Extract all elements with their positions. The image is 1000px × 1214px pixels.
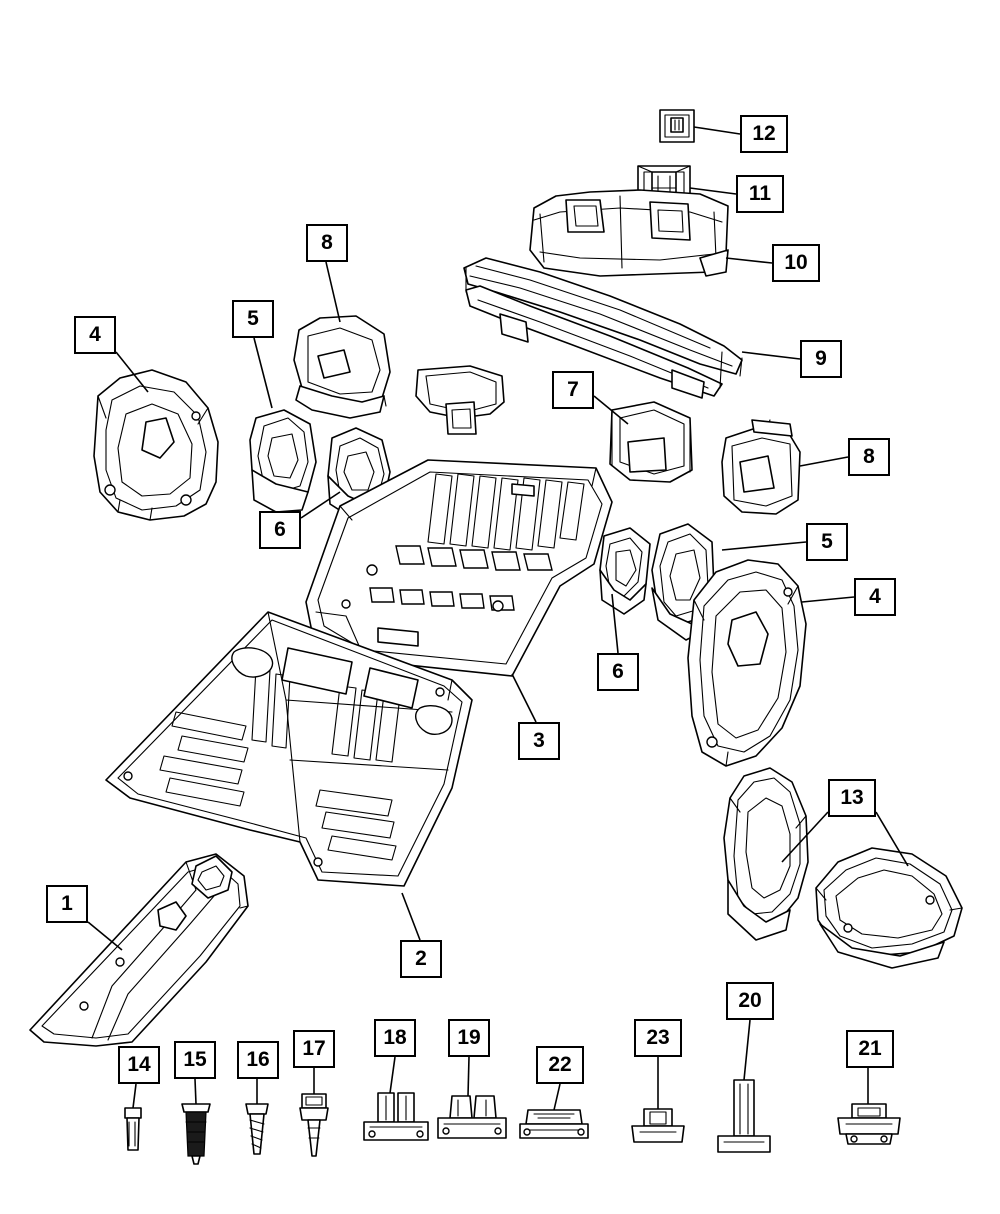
- callout-label: 8: [863, 445, 875, 468]
- callout-label: 6: [274, 518, 286, 541]
- callout-20[interactable]: [726, 982, 774, 1020]
- part-15-push-pin-fastener: [182, 1104, 210, 1164]
- callout-3[interactable]: [518, 722, 560, 760]
- callout-label: 11: [748, 182, 772, 205]
- part-18-twin-post-clip: [364, 1093, 428, 1140]
- callout-15[interactable]: [174, 1041, 216, 1079]
- callout-13[interactable]: [828, 779, 876, 817]
- callout-label: 16: [246, 1048, 270, 1071]
- callout-11[interactable]: [736, 175, 784, 213]
- part-8-right-closeout-panel: [722, 420, 800, 514]
- part-19-flat-base-clip: [438, 1096, 506, 1138]
- callout-4-right[interactable]: [854, 578, 896, 616]
- callout-label: 2: [415, 947, 427, 970]
- part-8-left-closeout-panel: [294, 316, 390, 418]
- part-9-rear-crossmember: [464, 258, 742, 398]
- callout-6-left[interactable]: [259, 511, 301, 549]
- part-20-tall-post-stud: [718, 1080, 770, 1152]
- callout-label: 13: [840, 786, 864, 809]
- callout-12[interactable]: [740, 115, 788, 153]
- callout-label: 8: [321, 231, 333, 254]
- callout-22[interactable]: [536, 1046, 584, 1084]
- callout-9[interactable]: [800, 340, 842, 378]
- callout-5-left[interactable]: [232, 300, 274, 338]
- callout-label: 20: [738, 989, 762, 1012]
- part-13-wheelhouse-liner-left: [724, 768, 808, 940]
- callout-8-right[interactable]: [848, 438, 890, 476]
- part-12-bracket-plate: [660, 110, 694, 142]
- callout-label: 19: [457, 1026, 481, 1049]
- part-22-low-profile-clip: [520, 1110, 588, 1138]
- part-21-grommet-plug-large: [838, 1104, 900, 1144]
- callout-label: 18: [383, 1026, 407, 1049]
- callout-label: 15: [183, 1048, 207, 1071]
- part-16-threaded-screw: [246, 1104, 268, 1154]
- callout-16[interactable]: [237, 1041, 279, 1079]
- callout-label: 10: [784, 251, 808, 274]
- callout-21[interactable]: [846, 1030, 894, 1068]
- callout-19[interactable]: [448, 1019, 490, 1057]
- callout-17[interactable]: [293, 1030, 335, 1068]
- callout-label: 22: [548, 1053, 572, 1076]
- callout-5-right[interactable]: [806, 523, 848, 561]
- callout-label: 14: [127, 1053, 151, 1076]
- callout-label: 6: [612, 660, 624, 683]
- callout-label: 4: [869, 585, 881, 608]
- part-10-rear-floor-crossmember-upper: [530, 190, 728, 276]
- callout-14[interactable]: [118, 1046, 160, 1084]
- callout-label: 17: [302, 1037, 326, 1060]
- part-7-support-gusset: [610, 402, 692, 482]
- callout-label: 21: [858, 1037, 882, 1060]
- callout-23[interactable]: [634, 1019, 682, 1057]
- callout-label: 9: [815, 347, 827, 370]
- part-17-retainer-clip-pin: [300, 1094, 328, 1156]
- callout-1[interactable]: [46, 885, 88, 923]
- callout-label: 5: [821, 530, 833, 553]
- callout-label: 1: [61, 892, 73, 915]
- part-5-left-extension-bracket: [250, 410, 316, 512]
- callout-2[interactable]: [400, 940, 442, 978]
- part-23-stepped-grommet: [632, 1109, 684, 1142]
- part-1-frame-rail-reinforcement: [30, 854, 248, 1046]
- part-6-right-seat-bracket: [600, 528, 650, 614]
- callout-18[interactable]: [374, 1019, 416, 1057]
- callout-label: 23: [646, 1026, 670, 1049]
- part-7-support-gusset-upper: [416, 366, 504, 434]
- callout-7[interactable]: [552, 371, 594, 409]
- callout-4-left[interactable]: [74, 316, 116, 354]
- callout-label: 4: [89, 323, 101, 346]
- callout-6-right[interactable]: [597, 653, 639, 691]
- callout-label: 3: [533, 729, 545, 752]
- callout-label: 7: [567, 378, 579, 401]
- callout-label: 5: [247, 307, 259, 330]
- part-4-left-wheelhouse: [94, 370, 218, 520]
- part-14-plug-pin: [125, 1108, 141, 1150]
- callout-label: 12: [752, 122, 776, 145]
- callout-10[interactable]: [772, 244, 820, 282]
- part-4-right-wheelhouse: [688, 560, 806, 766]
- callout-8-left[interactable]: [306, 224, 348, 262]
- part-13-wheelhouse-liner-right: [816, 848, 962, 968]
